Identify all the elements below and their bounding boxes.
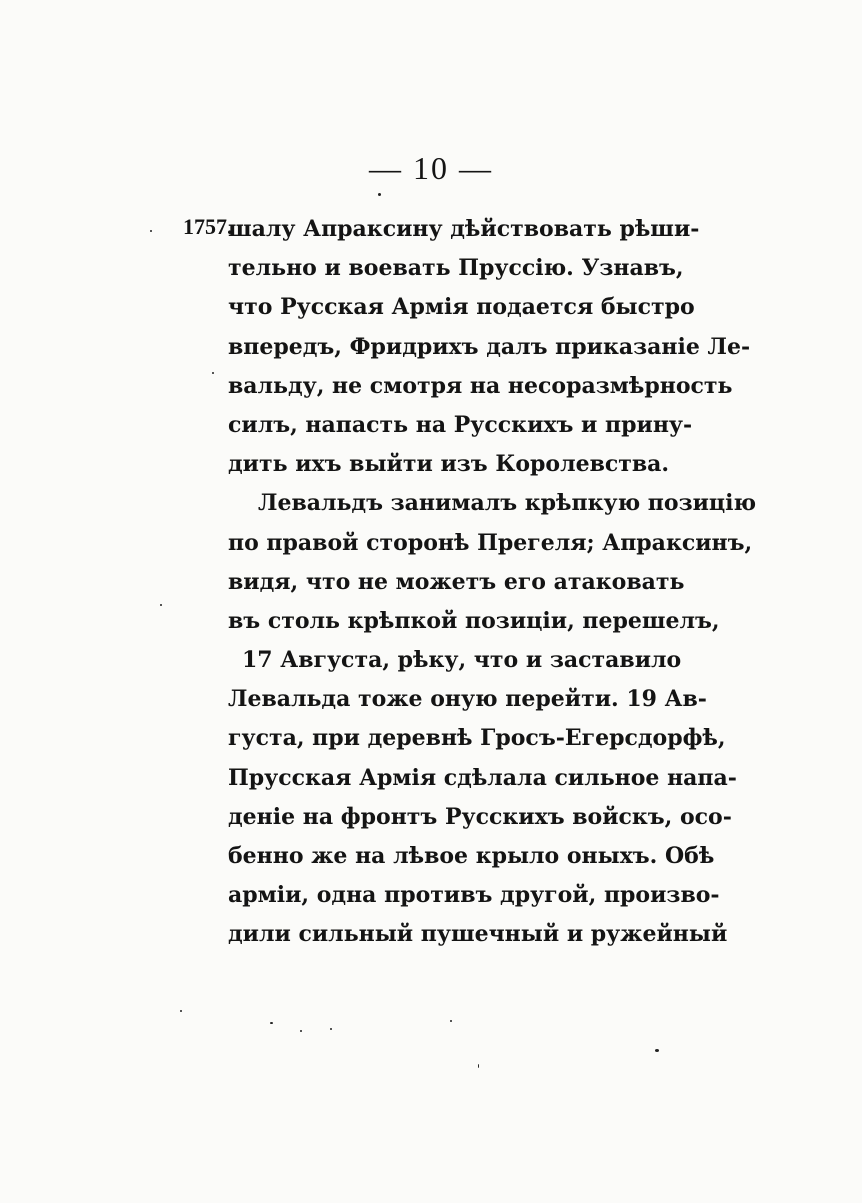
text-line: впередъ, Фридрихъ далъ приказаніе Ле- bbox=[228, 333, 751, 360]
scan-speck bbox=[655, 1049, 659, 1052]
scan-speck bbox=[212, 372, 214, 374]
scan-speck bbox=[270, 1022, 273, 1024]
text-line: арміи, одна противъ другой, произво- bbox=[228, 882, 720, 909]
text-line: дить ихъ выйти изъ Королевства. bbox=[228, 451, 670, 478]
margin-year: 1757. bbox=[183, 214, 233, 239]
text-line: Левальдъ занималъ крѣпкую позицію bbox=[258, 490, 757, 517]
scan-speck bbox=[478, 1064, 479, 1068]
page-number: — 10 — bbox=[369, 150, 493, 186]
text-line: 17 Августа, рѣку, что и заставило bbox=[242, 647, 682, 674]
text-line: по правой сторонѣ Прегеля; Апраксинъ, bbox=[228, 529, 753, 556]
text-line: деніе на фронтъ Русскихъ войскъ, осо- bbox=[228, 803, 732, 830]
scan-speck bbox=[450, 1020, 452, 1022]
text-line: Левальда тоже оную перейти. 19 Ав- bbox=[228, 686, 707, 713]
scan-speck bbox=[330, 1028, 332, 1030]
text-line: бенно же на лѣвое крыло оныхъ. Обѣ bbox=[228, 843, 715, 869]
text-line: что Русская Армія подается быстро bbox=[228, 294, 695, 321]
text-line: дили сильный пушечный и ружейный bbox=[228, 921, 728, 948]
text-line: въ столь крѣпкой позиціи, перешелъ, bbox=[228, 607, 720, 634]
scan-speck bbox=[300, 1030, 302, 1032]
text-line: шалу Апраксину дѣйствовать рѣши- bbox=[228, 216, 700, 242]
scan-speck bbox=[180, 1010, 182, 1012]
text-line: силъ, напасть на Русскихъ и прину- bbox=[228, 411, 693, 438]
text-line: тельно и воевать Пруссію. Узнавъ, bbox=[228, 255, 684, 282]
text-line: густа, при деревнѣ Гросъ-Егерсдорфѣ, bbox=[228, 725, 726, 752]
text-line: видя, что не можетъ его атаковать bbox=[228, 568, 685, 595]
body-text bbox=[228, 210, 757, 955]
text-line: вальду, не смотря на несоразмѣрность bbox=[228, 372, 733, 399]
scan-speck bbox=[150, 230, 152, 232]
scan-speck bbox=[378, 193, 381, 196]
text-line: Прусская Армія сдѣлала сильное напа- bbox=[228, 764, 737, 791]
scan-speck bbox=[160, 604, 162, 606]
